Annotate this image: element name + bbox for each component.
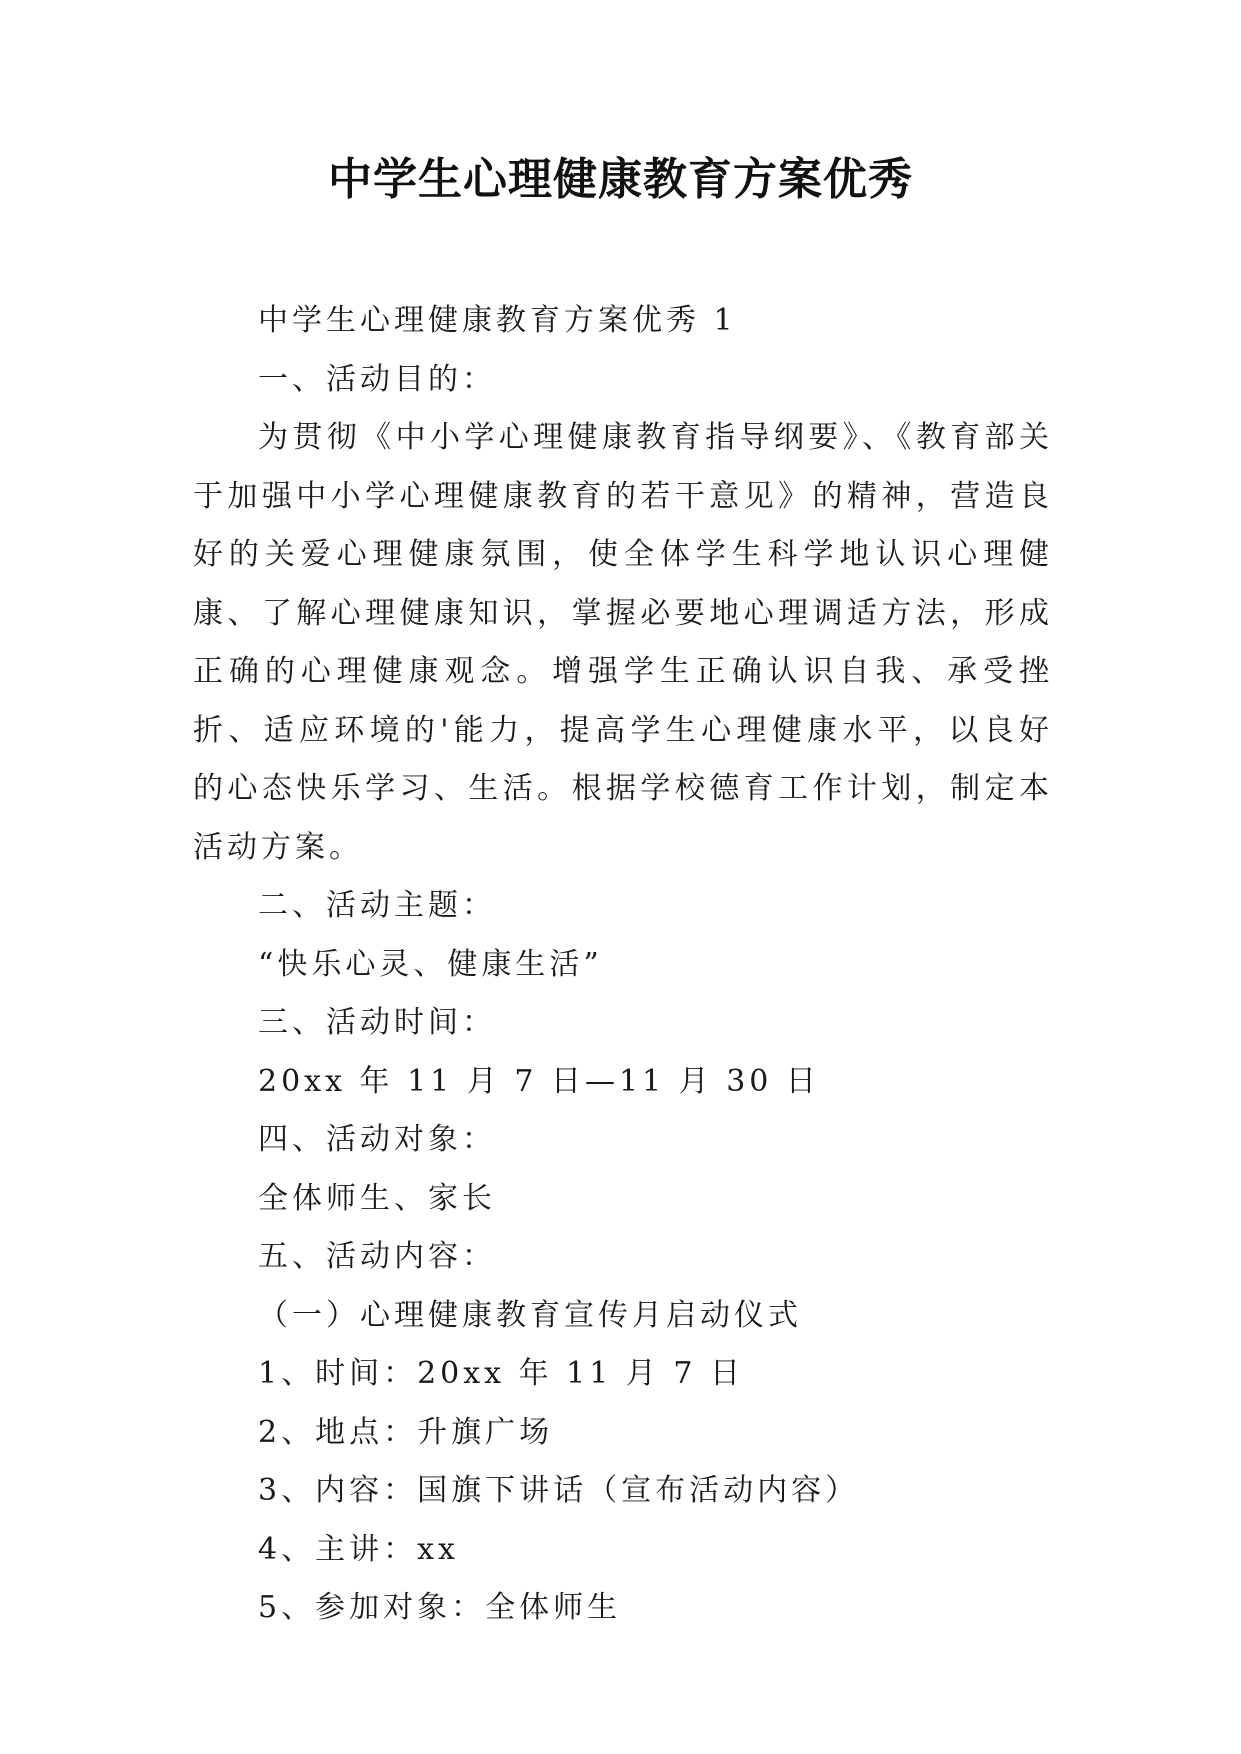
list-item-time: 1、时间：20xx 年 11 月 7 日 xyxy=(258,1356,745,1391)
paragraph-audience: 全体师生、家长 xyxy=(258,1180,496,1216)
paragraph-purpose-body: 为贯彻《中小学心理健康教育指导纲要》、《教育部关于加强中小学心理健康教育的若干意见》的精神，营造良好的关爱心理健康氛围，使全体学生科学地认识心理健康、了解心理健康知识，掌握必要地心理调适方法，形成正确的心理健康观念。增强学生正确认识自我、承受挫折、适应环境的'能力，提高学生心理健康水平，以良好的心态快乐学习、生活。根据学校德育工作计划，制定本活动方案。 xyxy=(193,420,1053,865)
document-title: 中学生心理健康教育方案优秀 xyxy=(328,154,913,205)
list-item-location: 2、地点：升旗广场 xyxy=(258,1414,554,1450)
section-heading: 中学生心理健康教育方案优秀 1 xyxy=(258,303,737,338)
paragraph-subheading-launch: （一）心理健康教育宣传月启动仪式 xyxy=(258,1297,802,1333)
list-item-speaker: 4、主讲：xx xyxy=(258,1531,459,1567)
paragraph-heading-time: 三、活动时间： xyxy=(258,1005,496,1040)
list-item-content: 3、内容：国旗下讲话（宣布活动内容） xyxy=(258,1473,860,1508)
paragraph-heading-theme: 二、活动主题： xyxy=(258,888,496,923)
list-item-participants: 5、参加对象：全体师生 xyxy=(258,1590,622,1625)
paragraph-heading-purpose: 一、活动目的： xyxy=(258,361,496,397)
paragraph-heading-content: 五、活动内容： xyxy=(258,1239,496,1274)
paragraph-theme: “快乐心灵、健康生活” xyxy=(258,946,603,982)
paragraph-heading-audience: 四、活动对象： xyxy=(258,1122,496,1157)
paragraph-time: 20xx 年 11 月 7 日—11 月 30 日 xyxy=(258,1063,820,1099)
document-body xyxy=(193,292,1053,1638)
